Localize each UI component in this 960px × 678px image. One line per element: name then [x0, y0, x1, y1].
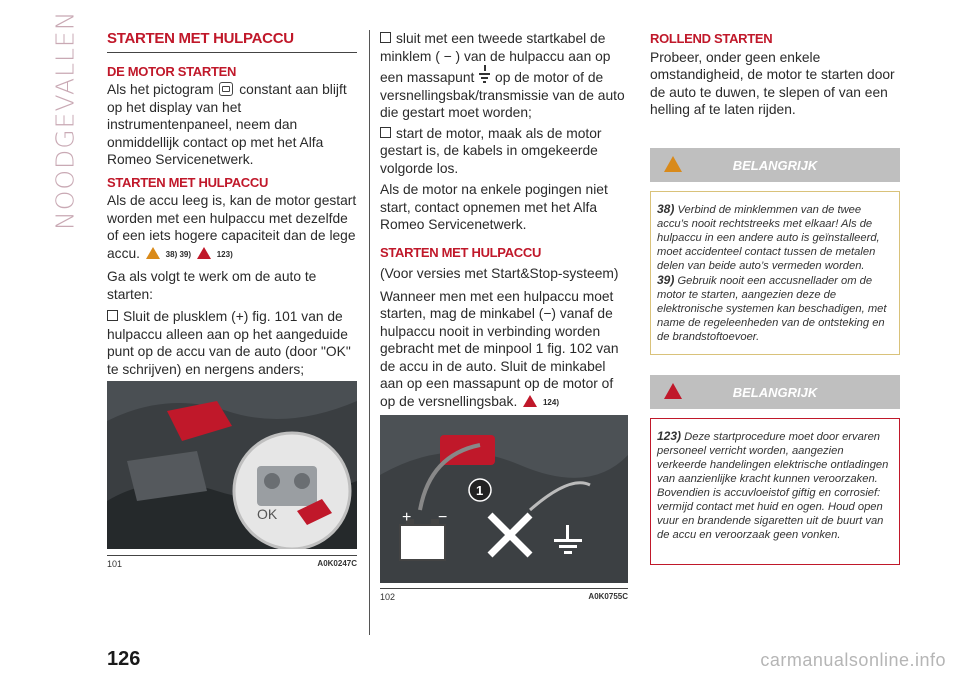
- section-heading-hulpaccu: STARTEN MET HULPACCU: [107, 174, 269, 190]
- column-left: [107, 30, 357, 381]
- column-middle: [380, 30, 628, 416]
- paragraph-rollend: Probeer, onder geen enkele omstandigheid, de motor te starten door de auto te duwen, te slepen of van een helling af te laten rijden.: [650, 49, 895, 117]
- paragraph-minkabel: Wanneer men met een hulpaccu moet starten, mag de minkabel (−) vanaf de hulpaccu nooit in verbinding worden gebracht met de minpool 1 fig. 102 van de accu in de auto. Sluit de minkabel aan op een massapunt op de motor of op de versnellingsbak. 124): [380, 288, 619, 409]
- figure-101-caption: [107, 555, 357, 569]
- note-38: 38) Verbind de minklemmen van de twee accu’s nooit rechtstreeks met elkaar! Als de hulpaccu in een andere auto is geïnstalleerd, moet accidenteel contact tussen de metalen delen van beide auto’s vermeden worden.: [657, 202, 880, 272]
- important-banner: BELANGRIJK: [650, 148, 900, 182]
- figure-number: 101: [107, 559, 123, 569]
- ground-icon: [479, 65, 490, 85]
- warning-triangle-icon: [197, 247, 211, 259]
- figure-code: A0K0755C: [588, 592, 628, 601]
- checkbox-bullet-icon: [107, 310, 118, 321]
- battery-plug-icon: [219, 82, 233, 96]
- chapter-heading: STARTEN MET HULPACCU: [107, 30, 357, 53]
- paragraph-pictogram: Als het pictogram constant aan blijft op het display van het instrumentenpaneel, neem dan onmiddellijk contact op met het Alfa Romeo Servicenetwerk.: [107, 82, 347, 167]
- figure-code: A0K0247C: [317, 559, 357, 568]
- important-note-box: [650, 418, 900, 565]
- warning-triangle-icon: [523, 395, 537, 407]
- column-right: [650, 30, 900, 124]
- note-reference: 124): [542, 397, 559, 407]
- warning-triangle-icon: [664, 156, 682, 172]
- figure-102-image: [380, 415, 628, 583]
- figure-101-image: [107, 381, 357, 549]
- svg-text:+: +: [402, 509, 412, 526]
- figure-number: 102: [380, 592, 396, 602]
- important-note-box: [650, 191, 900, 355]
- figure-ok-label: OK: [257, 506, 278, 522]
- warning-triangle-icon: [146, 247, 160, 259]
- section-heading-rollend: ROLLEND STARTEN: [650, 31, 773, 46]
- section-heading-hulpaccu-startstop: STARTEN MET HULPACCU: [380, 244, 542, 260]
- checkbox-bullet-icon: [380, 127, 391, 138]
- svg-text:−: −: [438, 509, 448, 526]
- important-banner: BELANGRIJK: [650, 375, 900, 409]
- note-123: 123) Deze startprocedure moet door ervaren personeel verricht worden, aangezien verkeerde handelingen elektrische ontladingen van aanzienlijke kracht kunnen veroorzaken. Bovendien is accuvloeistof giftig en corrosief: vermijd contact met huid en ogen. Houd open vuur en brandende sigaretten uit de buurt van de accu en veroorzaak geen vonken.: [657, 429, 889, 541]
- bullet-item: sluit met een tweede startkabel de minklem ( − ) van de hulpaccu aan op een massapunt op de motor of de versnellingsbak/transmissie van de auto die gestart moet worden;: [380, 31, 625, 120]
- page-number: 126: [107, 648, 141, 670]
- watermark: carmanualsonline.info: [760, 650, 946, 670]
- figure-102-caption: [380, 588, 628, 602]
- section-heading-motor: DE MOTOR STARTEN: [107, 63, 237, 79]
- paragraph-lege-accu: Als de accu leeg is, kan de motor gestart worden met een hulpaccu met dezelfde of een iets hogere capaciteit dan de lege accu. 38) 39) 123): [107, 193, 357, 261]
- warning-triangle-icon: [664, 383, 682, 399]
- checkbox-bullet-icon: [380, 32, 391, 43]
- note-39: 39) Gebruik nooit een accusnellader om de motor te starten, aangezien deze de elektronische systemen kan beschadigen, met name de regeleenheden van de ontsteking en de brandstoftoevoer.: [657, 273, 887, 343]
- bullet-item: Sluit de plusklem (+) fig. 101 van de hulpaccu alleen aan op het aangeduide punt op de accu van de auto (door "OK" te schrijven) en nergens anders;: [107, 309, 351, 377]
- paragraph-procedure-intro: Ga als volgt te werk om de auto te starten:: [107, 269, 317, 302]
- bullet-item: start de motor, maak als de motor gestart is, de kabels in omgekeerde volgorde los.: [380, 125, 602, 176]
- figure-callout-label: 1: [476, 483, 484, 498]
- chapter-side-title: NOODGEVALLEN: [50, 10, 80, 230]
- note-reference: 123): [216, 249, 233, 259]
- column-divider: [369, 30, 370, 635]
- paragraph-no-start: Als de motor na enkele pogingen niet start, contact opnemen met het Alfa Romeo Servicenetwerk.: [380, 182, 608, 232]
- paragraph-versions: (Voor versies met Start&Stop-systeem): [380, 266, 619, 281]
- note-reference: 38) 39): [165, 249, 192, 259]
